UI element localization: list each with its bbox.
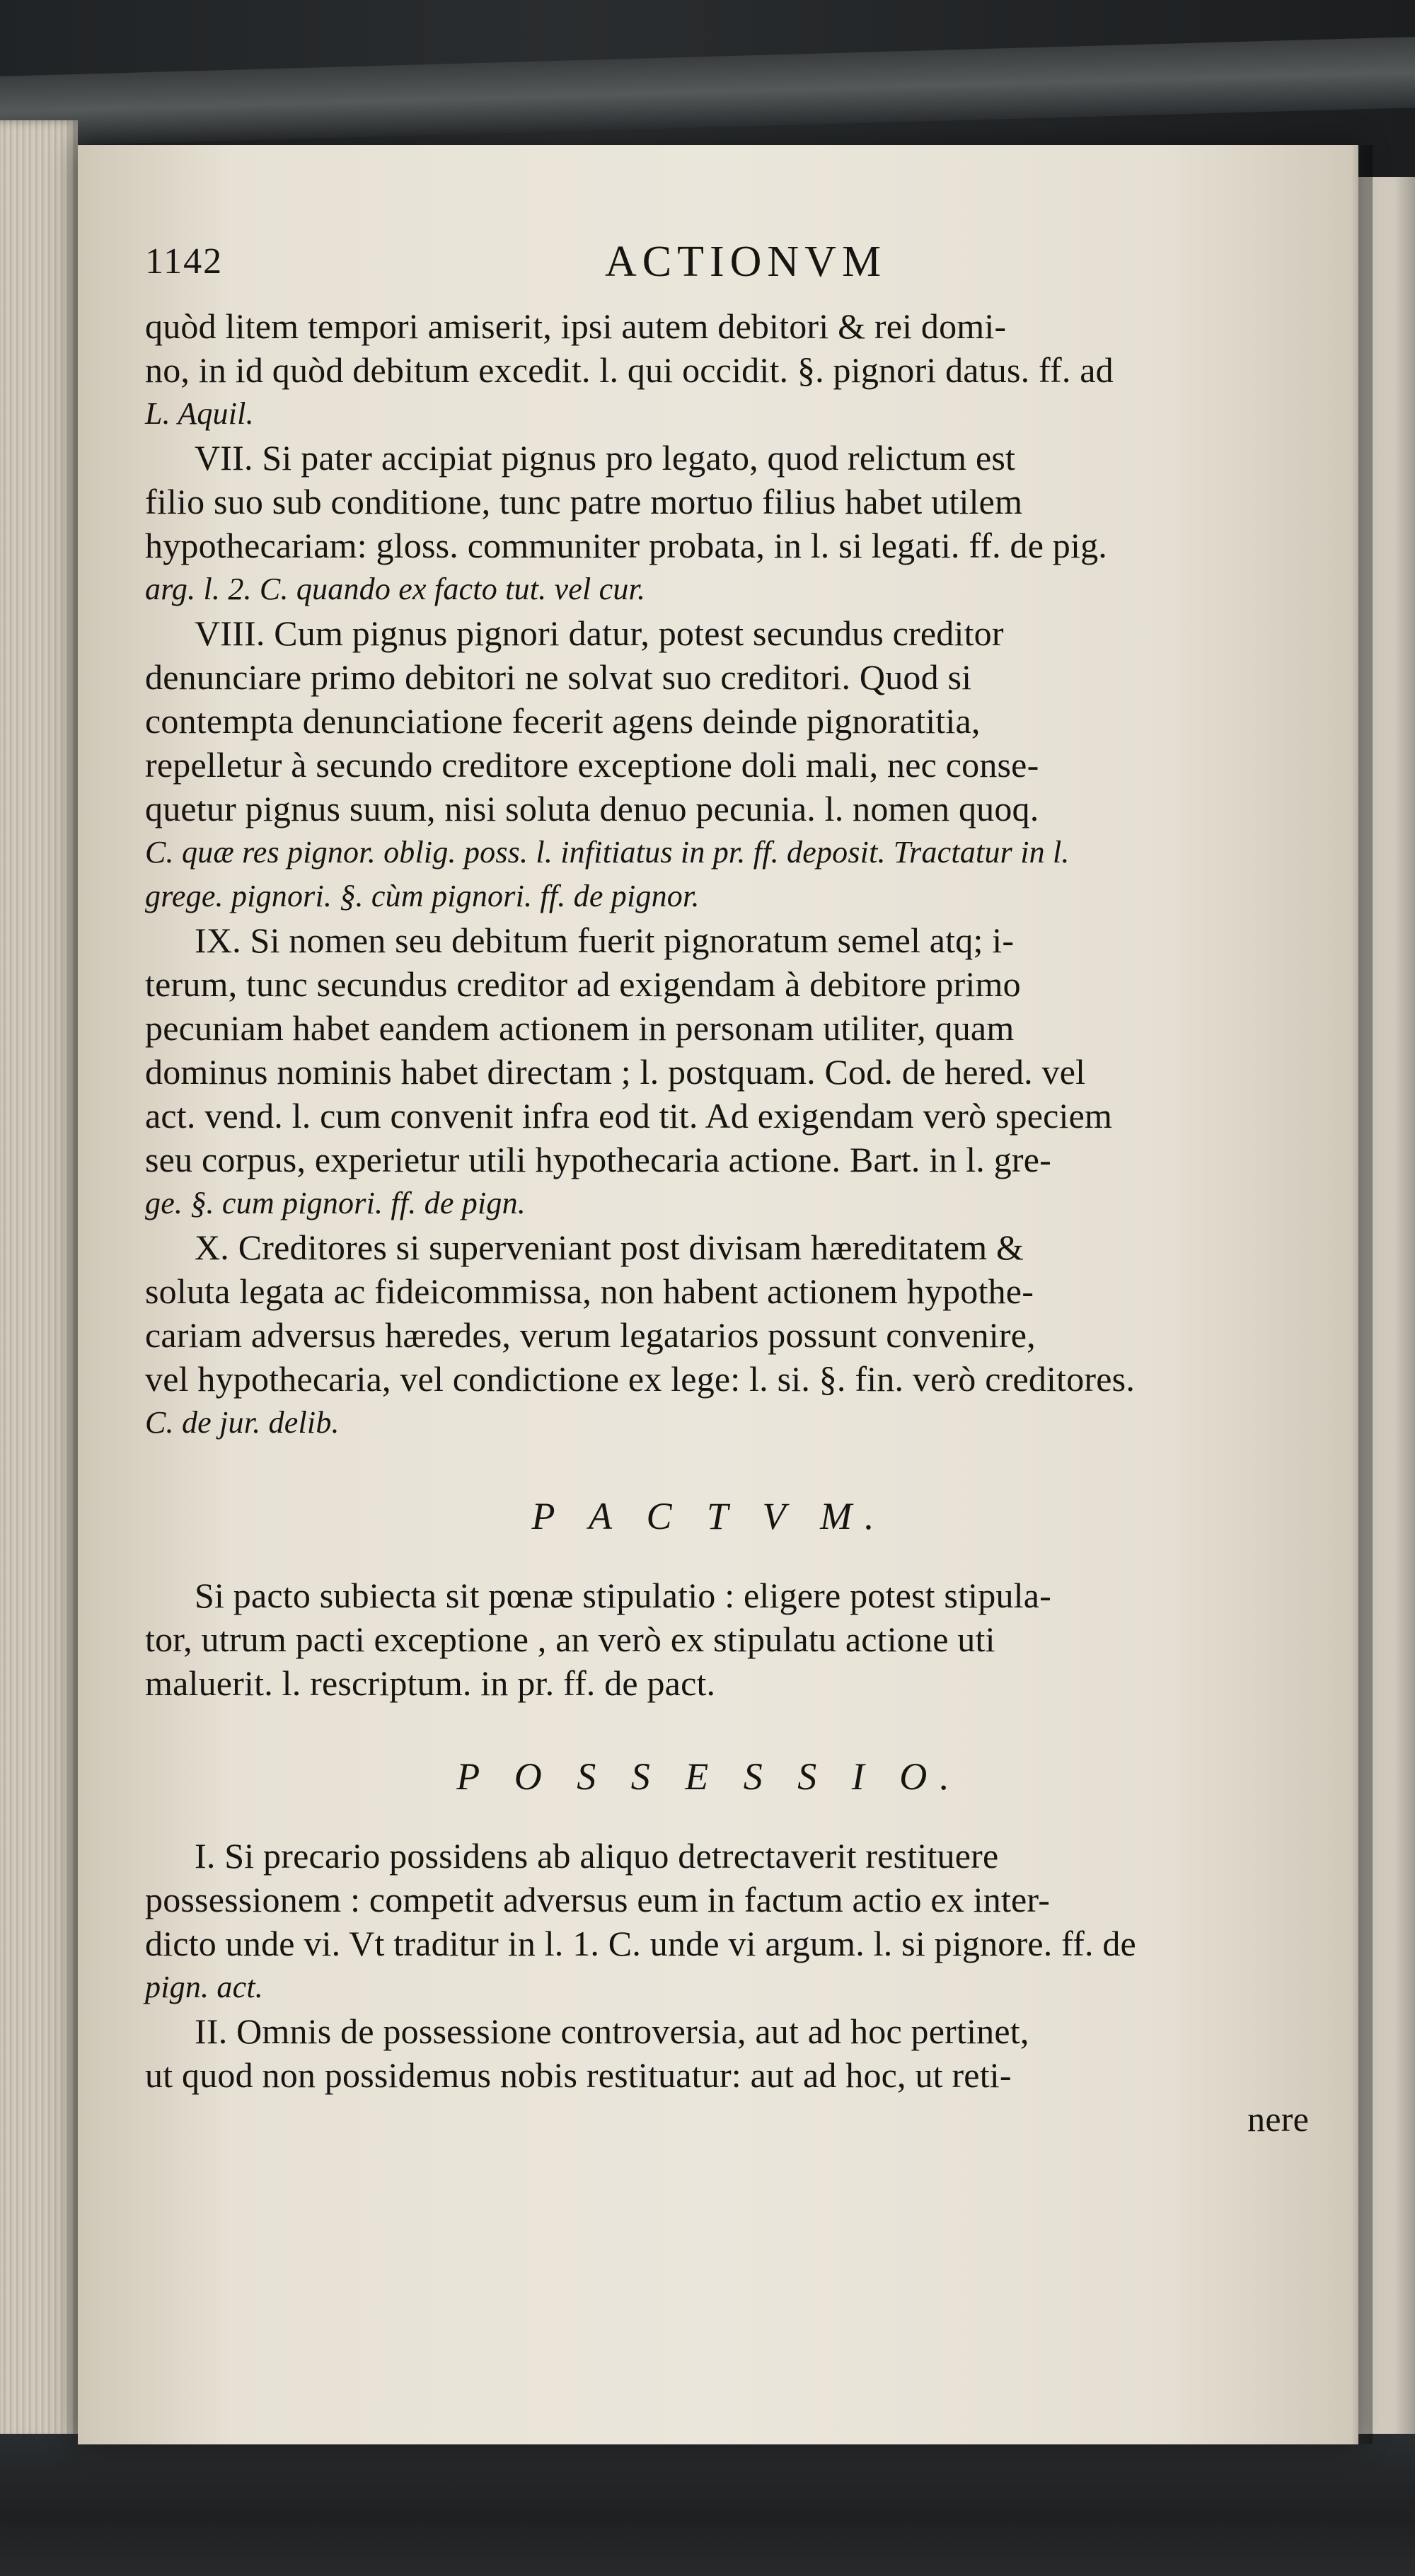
page-header <box>145 226 1358 304</box>
text-line: dominus nominis habet directam ; l. postquam. Cod. de hered. vel <box>145 1052 1086 1092</box>
text-line: ut quod non possidemus nobis restituatur: aut ad hoc, ut reti- <box>145 2055 1012 2095</box>
text-line: quetur pignus suum, nisi soluta denuo pecunia. l. nomen quoq. <box>145 789 1039 828</box>
paragraph-i: I. Si precario possidens ab aliquo detrectaverit restituere <box>195 1836 999 1876</box>
text-line: grege. pignori. §. cùm pignori. ff. de pignor. <box>145 879 700 913</box>
paragraph-viii: VIII. Cum pignus pignori datur, potest secundus creditor <box>195 613 1004 653</box>
text-line: quòd litem tempori amiserit, ipsi autem debitori & rei domi- <box>145 306 1007 346</box>
page-number: 1142 <box>145 241 224 282</box>
text-line: no, in id quòd debitum excedit. l. qui occidit. §. pignori datus. ff. ad <box>145 350 1114 390</box>
paragraph-vii: VII. Si pater accipiat pignus pro legato, quod relictum est <box>195 438 1016 478</box>
text-line: act. vend. l. cum convenit infra eod tit. Ad exigendam verò speciem <box>145 1096 1113 1136</box>
page-edges-left <box>0 120 78 2441</box>
text-line: seu corpus, experietur utili hypothecaria actione. Bart. in l. gre- <box>145 1140 1052 1179</box>
section-possessio <box>145 1834 1358 2141</box>
page-text <box>145 226 1358 2141</box>
text-line: tor, utrum pacti exceptione , an verò ex stipulatu actione uti <box>145 1619 995 1659</box>
text-line: contempta denunciatione fecerit agens deinde pignoratitia, <box>145 701 981 741</box>
text-line: ge. §. cum pignori. ff. de pign. <box>145 1186 526 1220</box>
catchword: nere <box>1247 2099 1309 2139</box>
text-line: filio suo sub conditione, tunc patre mortuo filius habet utilem <box>145 482 1023 521</box>
text-line: L. Aquil. <box>145 396 254 431</box>
text-line: dicto unde vi. Vt traditur in l. 1. C. unde vi argum. l. si pignore. ff. de <box>145 1924 1136 1963</box>
text-line: pign. act. <box>145 1970 263 2004</box>
text-line: soluta legata ac fideicommissa, non habent actionem hypothe- <box>145 1271 1034 1311</box>
text-line: cariam adversus hæredes, verum legatarios possunt convenire, <box>145 1315 1036 1355</box>
text-line: terum, tunc secundus creditor ad exigendam à debitore primo <box>145 964 1021 1004</box>
text-line: C. quæ res pignor. oblig. poss. l. infitiatus in pr. ff. deposit. Tractatur in l. <box>145 835 1070 870</box>
section-title-possessio: P O S S E S S I O. <box>456 1755 962 1798</box>
paragraph-ii: II. Omnis de possessione controversia, aut ad hoc pertinet, <box>195 2011 1029 2051</box>
paragraph-x: X. Creditores si superveniant post divisam hæreditatem & <box>195 1228 1024 1267</box>
text-line: denunciare primo debitori ne solvat suo creditori. Quod si <box>145 657 972 697</box>
text-line: Si pacto subiecta sit pœnæ stipulatio : eligere potest stipula- <box>195 1576 1052 1615</box>
text-line: arg. l. 2. C. quando ex facto tut. vel cur. <box>145 572 646 606</box>
text-line: maluerit. l. rescriptum. in pr. ff. de pact. <box>145 1663 716 1703</box>
paragraph-ix: IX. Si nomen seu debitum fuerit pignoratum semel atq; i- <box>195 920 1015 960</box>
text-line: hypothecariam: gloss. communiter probata, in l. si legati. ff. de pig. <box>145 526 1107 565</box>
text-line: pecuniam habet eandem actionem in personam utiliter, quam <box>145 1008 1015 1048</box>
running-head: ACTIONVM <box>605 238 887 286</box>
text-line: C. de jur. delib. <box>145 1405 340 1440</box>
text-line: vel hypothecaria, vel condictione ex lege: l. si. §. fin. verò creditores. <box>145 1359 1136 1399</box>
section-title-pactum: P A C T V M. <box>531 1495 887 1537</box>
section-actionum <box>145 304 1358 1445</box>
text-line: possessionem : competit adversus eum in factum actio ex inter- <box>145 1880 1051 1919</box>
text-line: repelletur à secundo creditore exceptione doli mali, nec conse- <box>145 745 1039 785</box>
bottom-cloth <box>0 2434 1415 2576</box>
section-pactum <box>145 1573 1358 1705</box>
